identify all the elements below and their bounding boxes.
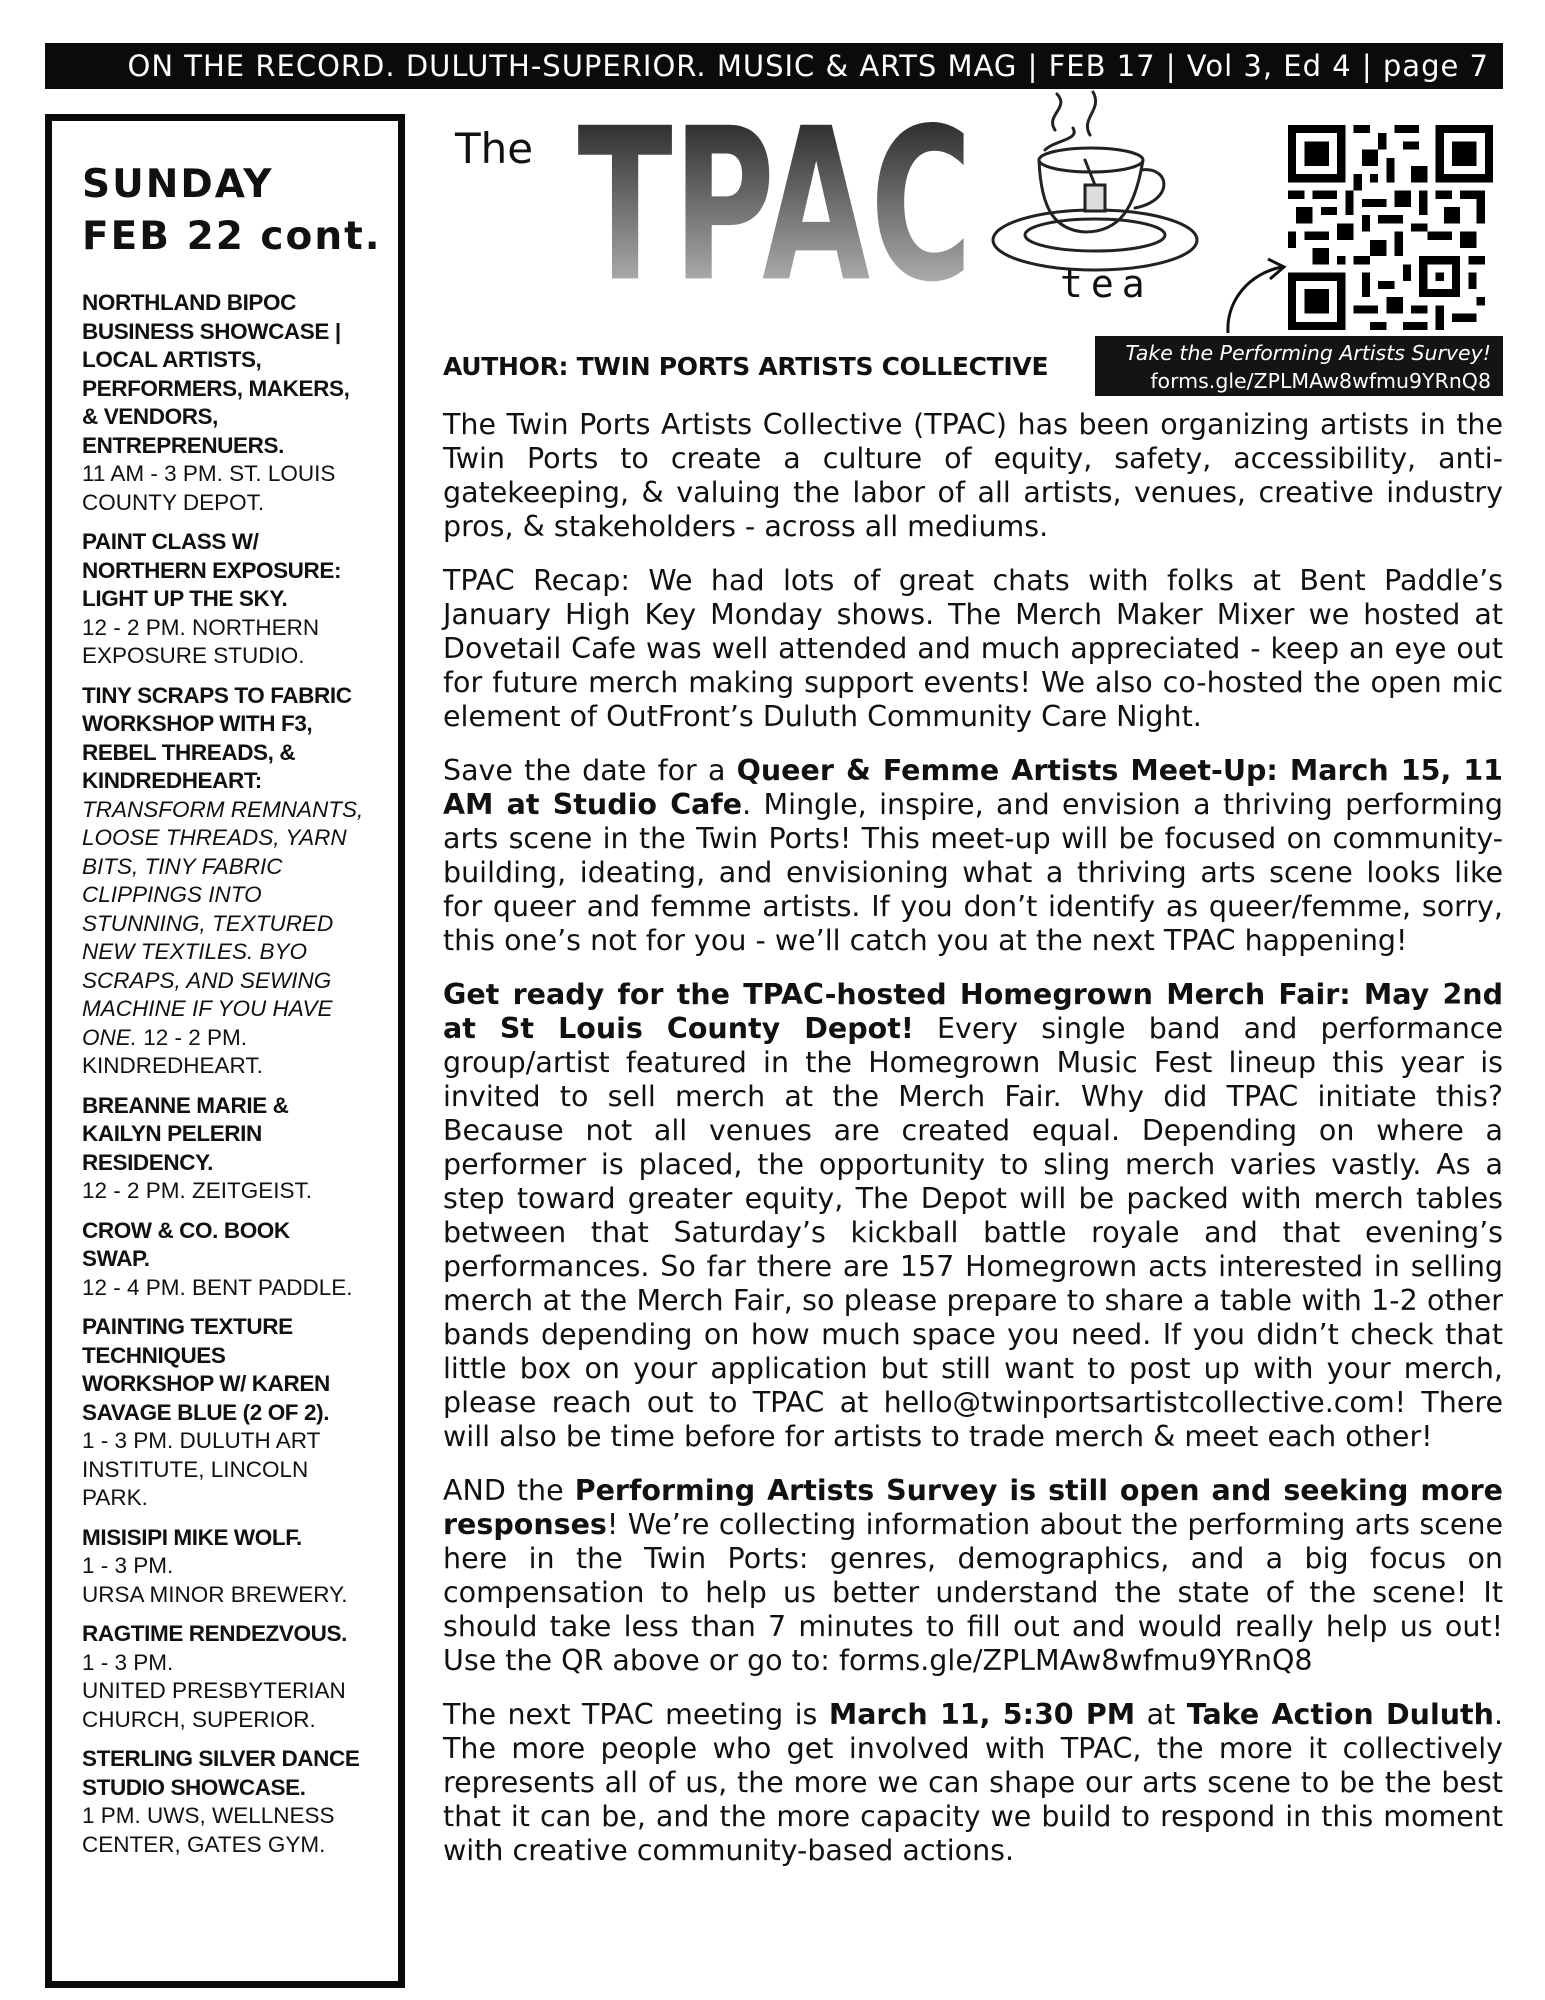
meeting-date: March 11, 5:30 PM [828, 1698, 1136, 1731]
event-title [82, 1524, 400, 1553]
article-author: AUTHOR: TWIN PORTS ARTISTS COLLECTIVE [443, 352, 1049, 381]
sidebar-title [82, 159, 382, 263]
event-item [82, 1620, 400, 1734]
event-title-line: MISISIPI MIKE WOLF. [82, 1524, 302, 1550]
event-description-line: MACHINE IF YOU HAVE [82, 996, 333, 1021]
sidebar-title-date: FEB 22 cont. [82, 214, 382, 259]
paragraph-recap: TPAC Recap: We had lots of great chats with folks at Bent Paddle’s January High Key Monday shows. The Merch Maker Mixer we hosted at Dovetail Cafe was well attended and much appreciated - keep an eye out for future merch making support events! We also co-hosted the open mic element of OutFront’s Duluth Community Care Night. [443, 564, 1503, 733]
merch-fair-highlight: Get ready for the TPAC-hosted Homegrown Merch Fair: May 2nd at St Louis County Depot! [443, 978, 1503, 1045]
tea-cup-icon [985, 90, 1225, 280]
event-description-line: CLIPPINGS INTO [82, 882, 262, 907]
event-details-line: CENTER, GATES GYM. [82, 1831, 326, 1857]
event-title [82, 1092, 400, 1178]
event-title [82, 1217, 400, 1274]
event-details-line: URSA MINOR BREWERY. [82, 1581, 348, 1607]
event-details-line: CHURCH, SUPERIOR. [82, 1706, 316, 1732]
tea-label: tea [1060, 262, 1153, 306]
event-title-line: BREANNE MARIE & [82, 1092, 289, 1118]
event-description-line: NEW TEXTILES. BYO [82, 939, 308, 964]
article-body [443, 408, 1503, 1888]
event-details-line: PARK. [82, 1485, 148, 1510]
header-text: ON THE RECORD. DULUTH-SUPERIOR. MUSIC & ARTS MAG | FEB 17 | Vol 3, Ed 4 | page 7 [127, 49, 1489, 83]
paragraph-merch-fair: Get ready for the TPAC-hosted Homegrown Merch Fair: May 2nd at St Louis County Depot! Every single band and performance group/artist featured in the Homegrown Music Fest lineup this year is invited to sell merch at the Merch Fair. Why did TPAC initiate this? Because not all venues are created equal. Depending on where a performer is placed, the opportunity to sling merch varies vastly. As a step toward greater equity, The Depot will be packed with merch tables between that Saturday’s kickball battle royale and that evening’s performances. So far there are 157 Homegrown acts interested in selling merch at the Merch Fair, so please prepare to share a table with 1-2 other bands depending on how much space you need. If you didn’t check that little box on your application but still want to post up with your merch, please reach out to TPAC at hello@twinportsartistcollective.com! There will also be time before for artists to trade merch & meet each other! [443, 978, 1503, 1453]
event-title-line: KAILYN PELERIN [82, 1121, 262, 1146]
tpac-logo-text: TPAC [577, 100, 973, 290]
event-title [82, 1745, 400, 1802]
event-title [82, 528, 400, 614]
event-title-line: PERFORMERS, MAKERS, [82, 375, 350, 401]
event-item [82, 1745, 400, 1859]
event-details-line: EXPOSURE STUDIO. [82, 643, 305, 668]
sidebar-title-day: SUNDAY [82, 162, 274, 207]
event-item [82, 1313, 400, 1513]
event-details-line: 1 PM. UWS, WELLNESS [82, 1803, 335, 1828]
event-title-line: PAINT CLASS W/ [82, 529, 259, 554]
event-details-line: 12 - 2 PM. ZEITGEIST. [82, 1178, 313, 1203]
event-title-line: KINDREDHEART: [82, 768, 262, 793]
event-title-line: RESIDENCY. [82, 1149, 214, 1175]
event-details-line: 1 - 3 PM. [82, 1649, 174, 1675]
event-title-line: REBEL THREADS, & [82, 739, 296, 765]
event-description-line: SCRAPS, AND SEWING [82, 967, 332, 993]
event-description-line: STUNNING, TEXTURED [82, 910, 334, 936]
paragraph-survey: AND the Performing Artists Survey is still open and seeking more responses! We’re collecting information about the performing arts scene here in the Twin Ports: genres, demographics, and a big focus on compensation to help us better understand the state of the scene! It should take less than 7 minutes to fill out and would really help us out! Use the QR above or go to: forms.gle/ZPLMAw8wfmu9YRnQ8 [443, 1474, 1503, 1677]
event-title-line: SAVAGE BLUE (2 OF 2). [82, 1399, 330, 1425]
paragraph-meeting: The next TPAC meeting is March 11, 5:30 PM at Take Action Duluth. The more people who get involved with TPAC, the more it collectively represents all of us, the more we can shape our arts scene to be the best that it can be, and the more capacity we build to respond in this moment with creative community-based actions. [443, 1698, 1503, 1867]
survey-callout-text: Take the Performing Artists Survey! [1125, 341, 1491, 365]
survey-highlight: Performing Artists Survey is still open and seeking more responses [443, 1474, 1503, 1541]
event-item [82, 528, 400, 671]
event-title-line: NORTHLAND BIPOC [82, 290, 296, 315]
paragraph-meetup: Save the date for a Queer & Femme Artists Meet-Up: March 15, 11 AM at Studio Cafe. Mingle, inspire, and envision a thriving performing arts scene in the Twin Ports! This meet-up will be focused on community-building, ideating, and envisioning what a thriving arts scene looks like for queer and femme artists. If you don’t identify as queer/femme, sorry, this one’s not for you - we’ll catch you at the next TPAC happening! [443, 754, 1504, 957]
event-description-line: BITS, TINY FABRIC [82, 853, 283, 879]
paragraph-intro: The Twin Ports Artists Collective (TPAC) has been organizing artists in the Twin Ports to create a culture of equity, safety, accessibility, anti-gatekeeping, & valuing the labor of all artists, venues, creative industry pros, & stakeholders - across all mediums. [443, 408, 1503, 543]
event-title [82, 1620, 400, 1649]
event-title-line: WORKSHOP W/ KAREN [82, 1371, 330, 1396]
event-list [82, 289, 400, 1870]
event-title-line: LIGHT UP THE SKY. [82, 586, 288, 611]
event-details-line: 11 AM - 3 PM. ST. LOUIS [82, 461, 336, 486]
event-title-line: TINY SCRAPS TO FABRIC [82, 682, 352, 708]
event-item [82, 682, 400, 1081]
event-details-line: KINDREDHEART. [82, 1053, 263, 1078]
event-details-line: 1 - 3 PM. DULUTH ART [82, 1428, 321, 1453]
event-title-line: ENTREPRENUERS. [82, 432, 284, 458]
event-title-line: WORKSHOP WITH F3, [82, 711, 313, 736]
header-bar [45, 43, 1503, 89]
event-title-line: PAINTING TEXTURE [82, 1314, 293, 1339]
event-details-line: 12 - 4 PM. BENT PADDLE. [82, 1274, 353, 1300]
meeting-venue: Take Action Duluth [1186, 1698, 1494, 1731]
event-details-line: 12 - 2 PM. NORTHERN [82, 614, 320, 640]
event-title-line: SWAP. [82, 1246, 150, 1271]
tpac-logo [565, 100, 985, 290]
masthead-the: The [455, 124, 534, 173]
survey-callout [1095, 336, 1503, 396]
event-title-line: NORTHERN EXPOSURE: [82, 557, 342, 583]
event-title [82, 1313, 400, 1427]
event-title [82, 682, 400, 796]
event-details-line: 1 - 3 PM. [82, 1553, 174, 1578]
event-title-line: STUDIO SHOWCASE. [82, 1774, 306, 1800]
survey-link[interactable]: forms.gle/ZPLMAw8wfmu9YRnQ8 [1150, 369, 1491, 393]
event-details-line: INSTITUTE, LINCOLN [82, 1456, 309, 1482]
event-description-line: LOOSE THREADS, YARN [82, 825, 347, 850]
meetup-highlight: Queer & Femme Artists Meet-Up: March 15, 11 AM at Studio Cafe [443, 754, 1503, 821]
event-item [82, 1524, 400, 1610]
event-title [82, 289, 400, 460]
event-title-line: LOCAL ARTISTS, [82, 347, 262, 372]
event-title-line: STERLING SILVER DANCE [82, 1746, 360, 1771]
event-description-line: ONE. 12 - 2 PM. [82, 1024, 248, 1050]
event-item [82, 1092, 400, 1206]
qr-code[interactable] [1288, 125, 1493, 330]
event-title-line: & VENDORS, [82, 404, 219, 429]
event-details-line: COUNTY DEPOT. [82, 489, 265, 515]
event-description-line: TRANSFORM REMNANTS, [82, 796, 364, 822]
event-title-line: BUSINESS SHOWCASE | [82, 318, 341, 344]
event-title-line: TECHNIQUES [82, 1342, 226, 1368]
event-title-line: RAGTIME RENDEZVOUS. [82, 1621, 347, 1646]
event-details-line: UNITED PRESBYTERIAN [82, 1678, 346, 1703]
events-sidebar [45, 114, 405, 1988]
event-item [82, 289, 400, 517]
event-item [82, 1217, 400, 1303]
event-title-line: CROW & CO. BOOK [82, 1217, 290, 1243]
